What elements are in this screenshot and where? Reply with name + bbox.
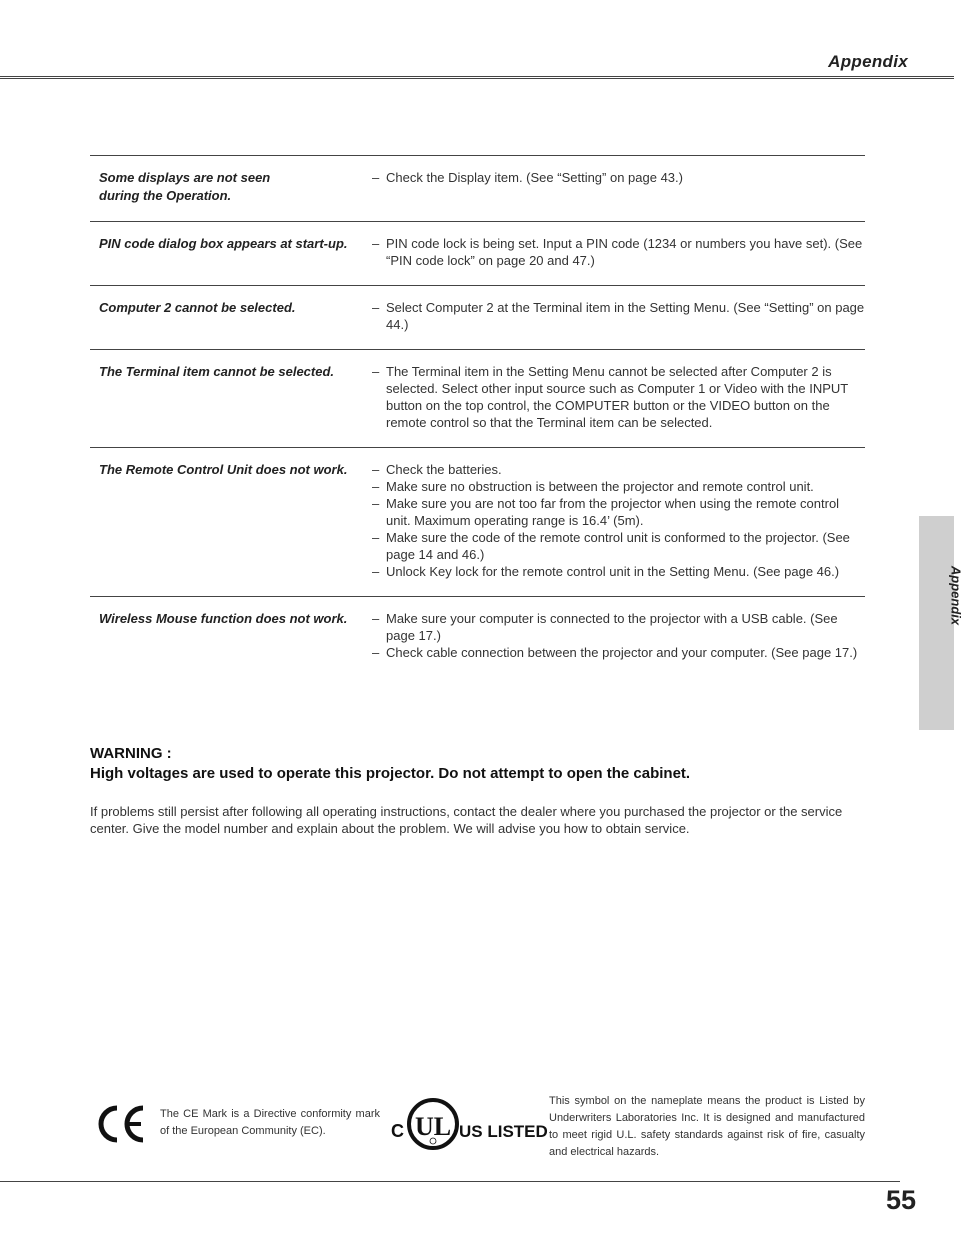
problem-text: The Remote Control Unit does not work. xyxy=(99,462,348,477)
remedy-text: Select Computer 2 at the Terminal item in the Setting Menu. (See “Setting” on page 44.) xyxy=(386,300,865,332)
remedy-text: Check cable connection between the projector and your computer. (See page 17.) xyxy=(386,645,858,660)
table-row xyxy=(90,156,865,222)
dash: – xyxy=(372,364,380,379)
warning-block xyxy=(90,744,890,784)
remedy-item xyxy=(372,529,865,563)
table-row xyxy=(90,350,865,448)
remedy-text: Make sure no obstruction is between the projector and remote control unit. xyxy=(386,479,814,494)
table-row xyxy=(90,448,865,597)
remedy-text: Make sure the code of the remote control unit is conformed to the projector. (See page 14 and 46.) xyxy=(386,530,850,562)
problem-text: Wireless Mouse function does not work. xyxy=(99,611,348,626)
dash: – xyxy=(372,564,380,579)
remedy-item xyxy=(372,363,865,431)
table-row xyxy=(90,222,865,286)
table-row xyxy=(90,597,865,677)
page-number: 55 xyxy=(885,1185,916,1215)
problem-text: The Terminal item cannot be selected. xyxy=(99,364,335,379)
advice-paragraph: If problems still persist after following all operating instructions, contact the dealer where you purchased the projector or the service center. Give the model number and explain about the problem. We will advise you how to obtain service. xyxy=(90,804,843,836)
ce-mark-icon xyxy=(95,1104,147,1144)
section-title: Appendix xyxy=(828,52,908,71)
remedy-item xyxy=(372,563,865,580)
ul-logo-us-listed: US LISTED xyxy=(459,1122,548,1141)
dash: – xyxy=(372,530,380,545)
side-tab-label: Appendix xyxy=(948,565,964,626)
remedy-item xyxy=(372,478,865,495)
remedy-list xyxy=(372,235,865,269)
dash: – xyxy=(372,300,380,315)
dash: – xyxy=(372,236,380,251)
remedy-item xyxy=(372,235,865,269)
warning-heading: WARNING : xyxy=(90,745,172,762)
problem-text: Some displays are not seen during the Operation. xyxy=(99,170,271,203)
table-row xyxy=(90,286,865,350)
remedy-list xyxy=(372,363,865,431)
remedy-text: Make sure you are not too far from the projector when using the remote control unit. Maximum operating range is 16.4’ (5m). xyxy=(386,496,840,528)
warning-text: High voltages are used to operate this projector. Do not attempt to open the cabinet. xyxy=(90,765,691,782)
ul-logo-c: C xyxy=(391,1121,404,1141)
ul-listed-logo-icon xyxy=(391,1097,548,1151)
ul-description: This symbol on the nameplate means the product is Listed by Underwriters Laboratories Inc. It is designed and manufactured to meet rigid U.L. safety standards against risk of fire, casualty and electrical hazards. xyxy=(549,1095,865,1158)
problem-text: PIN code dialog box appears at start-up. xyxy=(99,236,348,251)
remedy-text: PIN code lock is being set. Input a PIN code (1234 or numbers you have set). (See “PIN code lock” on page 20 and 47.) xyxy=(386,236,863,268)
side-tab xyxy=(919,516,964,730)
remedy-list xyxy=(372,299,865,333)
ul-logo-ul: UL xyxy=(414,1112,452,1141)
remedy-text: Check the batteries. xyxy=(386,462,502,477)
remedy-item xyxy=(372,461,865,478)
remedy-item xyxy=(372,169,865,186)
remedy-item xyxy=(372,644,865,661)
remedy-item xyxy=(372,495,865,529)
ce-description: The CE Mark is a Directive conformity mark of the European Community (EC). xyxy=(160,1108,380,1137)
problem-text: Computer 2 cannot be selected. xyxy=(99,300,296,315)
dash: – xyxy=(372,462,380,477)
dash: – xyxy=(372,479,380,494)
header-rule xyxy=(0,76,954,79)
dash: – xyxy=(372,496,380,511)
remedy-text: Make sure your computer is connected to the projector with a USB cable. (See page 17.) xyxy=(386,611,838,643)
remedy-list xyxy=(372,461,865,580)
remedy-list xyxy=(372,610,865,661)
troubleshooting-table xyxy=(90,155,865,677)
dash: – xyxy=(372,611,380,626)
remedy-text: Unlock Key lock for the remote control unit in the Setting Menu. (See page 46.) xyxy=(386,564,840,579)
footer-rule xyxy=(0,1181,900,1182)
remedy-text: The Terminal item in the Setting Menu cannot be selected after Computer 2 is selected. Select other input source such as Computer 1 or Video with the INPUT button on the top control, the COMPUTER button or the VIDEO button on the remote control so that the Terminal item can be selected. xyxy=(386,364,848,430)
remedy-item xyxy=(372,299,865,333)
dash: – xyxy=(372,645,380,660)
remedy-text: Check the Display item. (See “Setting” on page 43.) xyxy=(386,170,683,185)
remedy-list xyxy=(372,169,865,205)
remedy-item xyxy=(372,610,865,644)
dash: – xyxy=(372,170,380,185)
